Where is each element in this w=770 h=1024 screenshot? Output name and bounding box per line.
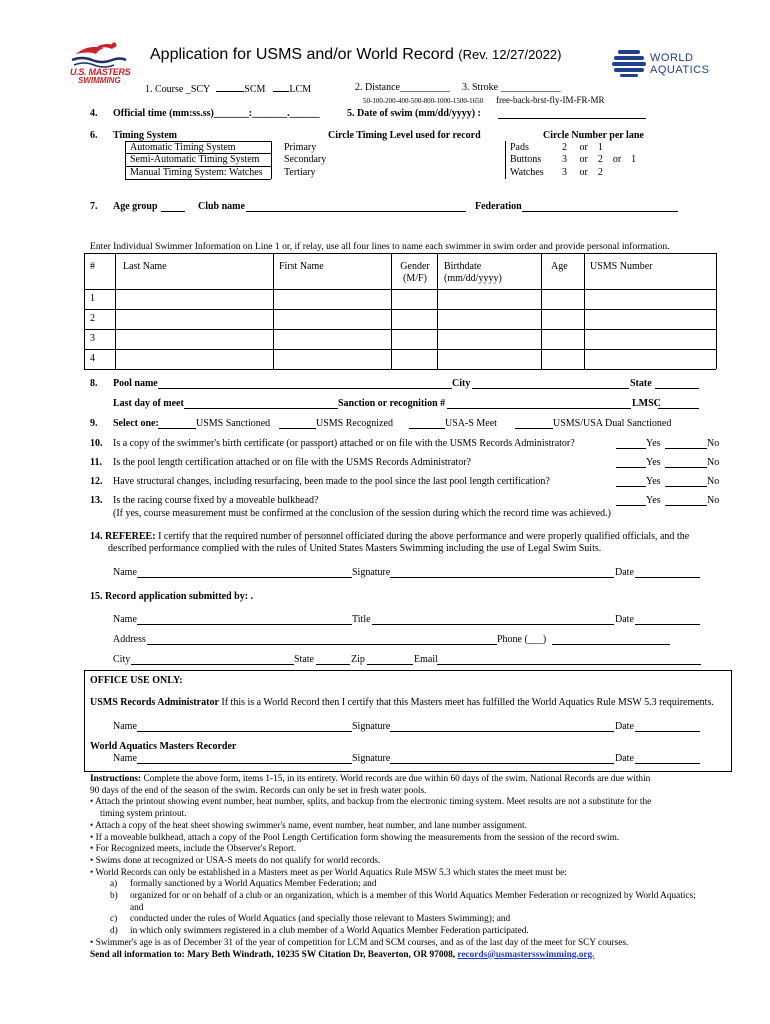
timing-item-manual: Manual Timing System: Watches (130, 167, 263, 178)
table-row[interactable]: 1 (90, 293, 95, 304)
submitter-city-line[interactable] (131, 664, 294, 665)
phone-line[interactable] (552, 644, 670, 645)
submitter-city-label: City (113, 654, 131, 665)
usms-logo-text-2: SWIMMING (78, 76, 121, 85)
submitter-zip-label: Zip (351, 654, 365, 665)
recorder-label: World Aquatics Masters Recorder (90, 741, 237, 752)
sub-item: a) formally sanctioned by a World Aquatics Member Federation; and (110, 879, 377, 890)
usms-logo-text: U.S. MASTERS (70, 67, 131, 77)
question-11-text: Is the pool length certification attached or on file with the USMS Records Administrator? (113, 457, 471, 468)
admin-name-line[interactable] (137, 731, 352, 732)
referee-statement: 14. REFEREE: I certify that the required number of personnel officiated during the above performance and were properly qualified officials, and the (90, 531, 690, 542)
swimmer-intro: Enter Individual Swimmer Information on Line 1 or, if relay, use all four lines to name each swimmer in swim order and provide personal information. (90, 241, 670, 252)
city-label: City (452, 378, 471, 389)
submitter-title-line[interactable] (372, 624, 614, 625)
distances-list: 50-100-200-400-500-800-1000-1500-1650 (363, 97, 484, 105)
sanction-line[interactable] (447, 408, 631, 409)
bullet-item: • Swims done at recognized or USA-S meets do not qualify for world records. (90, 855, 381, 866)
referee-signature-line[interactable] (390, 577, 614, 578)
sub-item: d) in which only swimmers registered in a club member of a World Aquatics Member Federation participated. (110, 926, 529, 937)
strokes-list: free-back-brst-fly-IM-FR-MR (496, 95, 605, 105)
age-group-label: Age group (113, 201, 158, 212)
club-name-label: Club name (198, 201, 245, 212)
referee-statement-line-2: described performance complied with the rules of United States Masters Swimming including the use of Legal Swim Suits. (108, 543, 602, 554)
records-admin-statement: USMS Records Administrator If this is a World Record then I certify that this Masters meet has fulfilled the World Aquatics Rule MSW 5.3 requirements. (90, 697, 714, 708)
submitter-state-label: State (294, 654, 314, 665)
q11-no-label[interactable]: No (707, 457, 720, 468)
admin-signature-label: Signature (352, 721, 391, 732)
sub-item: b) organized for or on behalf of a club or an organization, which is a member of this World Aquatics Member Federation or recognized by World Aquatics; (110, 891, 696, 902)
col-header-gender: Gender (M/F) (400, 261, 430, 284)
admin-date-line[interactable] (635, 731, 700, 732)
last-day-line[interactable] (184, 408, 338, 409)
federation-label: Federation (475, 201, 522, 212)
lane-row-watches-values[interactable]: 3 or 2 (562, 167, 603, 178)
stroke-field[interactable]: 3. Stroke ____________ (462, 82, 561, 93)
col-header-first-name: First Name (279, 261, 324, 272)
referee-name-line[interactable] (137, 577, 352, 578)
submitter-date-label: Date (615, 614, 634, 625)
pool-name-line[interactable] (158, 388, 452, 389)
official-time-field[interactable]: Official time (mm:ss.ss)_______:_______.______ (113, 108, 320, 119)
sanction-label: Sanction or recognition # (338, 398, 446, 409)
address-line[interactable] (147, 644, 497, 645)
q13-yes-label[interactable]: Yes (646, 495, 661, 506)
instructions-intro-2: 90 days of the end of the season of the swim. Records can only be set in fresh water pools. (90, 785, 427, 796)
referee-date-line[interactable] (635, 577, 700, 578)
level-primary[interactable]: Primary (284, 142, 317, 153)
question-10-text: Is a copy of the swimmer's birth certificate (or passport) attached or on file with the USMS Records Administrator? (113, 438, 575, 449)
option-usa-s-meet[interactable]: USA-S Meet (445, 418, 497, 429)
referee-date-label: Date (615, 567, 634, 578)
option-usms-recognized[interactable]: USMS Recognized (316, 418, 393, 429)
q13-no-line[interactable] (665, 505, 707, 506)
item-number-4: 4. (90, 108, 98, 119)
lane-number-title: Circle Number per lane (543, 130, 644, 141)
q13-no-label[interactable]: No (707, 495, 720, 506)
recorder-name-line[interactable] (137, 763, 352, 764)
item-number-6: 6. (90, 130, 98, 141)
item-number-8: 8. (90, 378, 98, 389)
timing-system-title: Timing System (113, 130, 177, 141)
level-secondary[interactable]: Secondary (284, 154, 327, 165)
lane-row-watches-label: Watches (510, 167, 544, 178)
instructions (90, 774, 730, 961)
admin-name-label: Name (113, 721, 137, 732)
timing-level-title: Circle Timing Level used for record (328, 130, 481, 141)
item-number-11: 11. (90, 457, 102, 468)
last-day-label: Last day of meet (113, 398, 184, 409)
q10-yes-label[interactable]: Yes (646, 438, 661, 449)
bullet-item: • If a moveable bulkhead, attach a copy of the Pool Length Certification form showing the measurements from the session of the record swim. (90, 832, 620, 843)
sub-item: c) conducted under the rules of World Aquatics (and specially those relevant to Masters Swimming); and (110, 914, 511, 925)
wa-logo-text-2: AQUATICS (650, 64, 710, 76)
lmsc-label: LMSC (632, 398, 661, 409)
select-one-label: Select one: (113, 418, 159, 429)
age-group-line[interactable] (161, 211, 185, 212)
date-of-swim-label: 5. Date of swim (mm/dd/yyyy) : (347, 108, 481, 119)
sub-item: and (130, 902, 144, 913)
bullet-item: • Attach a copy of the heat sheet showing swimmer's name, event number, heat number, and lane number assignment. (90, 820, 527, 831)
submitted-by-label: 15. Record application submitted by: . (90, 591, 254, 602)
city-line[interactable] (472, 388, 629, 389)
question-13-note: (If yes, course measurement must be confirmed at the conclusion of the session during which the record time was achieved.) (113, 508, 611, 519)
club-name-line[interactable] (246, 211, 466, 212)
address-label: Address (113, 634, 146, 645)
q11-no-line[interactable] (665, 467, 707, 468)
date-of-swim-line[interactable] (498, 118, 646, 119)
submitter-title-label: Title (352, 614, 371, 625)
item-number-10: 10. (90, 438, 103, 449)
bullet-item: • Attach the printout showing event number, heat number, splits, and backup from the electronic timing system. Meet results are not a substitute for the (90, 797, 652, 808)
bullet-item-continued: timing system printout. (100, 809, 187, 820)
col-header-birthdate: Birthdate (mm/dd/yyyy) (444, 261, 502, 284)
admin-date-label: Date (615, 721, 634, 732)
lmsc-line[interactable] (658, 408, 699, 409)
phone-label: Phone (___) (497, 634, 547, 645)
admin-signature-line[interactable] (390, 731, 614, 732)
bullet-item: • For Recognized meets, include the Observer's Report. (90, 844, 297, 855)
submitter-zip-line[interactable] (367, 664, 413, 665)
recorder-signature-label: Signature (352, 753, 391, 764)
option-usms-sanctioned[interactable]: USMS Sanctioned (196, 418, 271, 429)
referee-signature-label: Signature (352, 567, 391, 578)
q13-yes-line[interactable] (616, 505, 646, 506)
item-number-12: 12. (90, 476, 103, 487)
option-line-usms-recognized[interactable] (279, 428, 316, 429)
table-row[interactable]: 2 (90, 313, 95, 324)
table-row[interactable]: 4 (90, 353, 95, 364)
q11-yes-line[interactable] (616, 467, 646, 468)
item-number-9: 9. (90, 418, 98, 429)
state-label: State (630, 378, 652, 389)
item-number-7: 7. (90, 201, 98, 212)
q10-no-line[interactable] (665, 448, 707, 449)
lane-row-pads-label: Pads (510, 142, 529, 153)
submitter-date-line[interactable] (635, 624, 700, 625)
q12-no-label[interactable]: No (707, 476, 720, 487)
col-header-number: # (90, 261, 95, 272)
records-email-link[interactable]: records@usmastersswimming.org. (457, 949, 595, 960)
referee-name-label: Name (113, 567, 137, 578)
option-line-usms-sanctioned[interactable] (158, 428, 196, 429)
question-12-text: Have structural changes, including resurfacing, been made to the pool since the last pool length certification? (113, 476, 550, 487)
distance-field[interactable]: 2. Distance__________ (355, 82, 450, 93)
lane-row-buttons-label: Buttons (510, 154, 542, 165)
q10-no-label[interactable]: No (707, 438, 720, 449)
federation-line[interactable] (522, 211, 678, 212)
office-use-title: OFFICE USE ONLY: (90, 675, 183, 686)
recorder-signature-line[interactable] (390, 763, 614, 764)
page-title: Application for USMS and/or World Record (Rev. 12/27/2022) (150, 46, 562, 63)
option-line-usa-s-meet[interactable] (409, 428, 445, 429)
recorder-name-label: Name (113, 753, 137, 764)
lane-row-pads-values[interactable]: 2 or 1 (562, 142, 603, 153)
level-tertiary[interactable]: Tertiary (284, 167, 316, 178)
recorder-date-line[interactable] (635, 763, 700, 764)
submitter-email-label: Email (414, 654, 438, 665)
q11-yes-label[interactable]: Yes (646, 457, 661, 468)
bullet-item: • Swimmer's age is as of December 31 of the year of competition for LCM and SCM courses, and as of the last day of the meet for SCY courses. (90, 937, 629, 948)
timing-item-semi-automatic: Semi-Automatic Timing System (130, 154, 260, 165)
col-header-last-name: Last Name (123, 261, 167, 272)
col-header-age: Age (551, 261, 568, 272)
world-aquatics-logo (612, 48, 720, 78)
q12-no-line[interactable] (665, 486, 707, 487)
q10-yes-line[interactable] (616, 448, 646, 449)
submitter-email-line[interactable] (437, 664, 701, 665)
bullet-item: • World Records can only be established in a Masters meet as per World Aquatics Rule MSW 5.3 which states the meet must be: (90, 867, 567, 878)
submitter-name-label: Name (113, 614, 137, 625)
option-dual-sanctioned[interactable]: USMS/USA Dual Sanctioned (553, 418, 672, 429)
q12-yes-label[interactable]: Yes (646, 476, 661, 487)
col-header-usms-number: USMS Number (590, 261, 653, 272)
pool-name-label: Pool name (113, 378, 158, 389)
q12-yes-line[interactable] (616, 486, 646, 487)
send-to-line: Send all information to: Mary Beth Windrath, 10235 SW Citation Dr, Beaverton, OR 97008, records@usmastersswimming.org. (90, 949, 595, 960)
instructions-intro: Instructions: Complete the above form, items 1-15, in its entirety. World records are due within 60 days of the swim. National Records are due within (90, 774, 651, 784)
lane-row-buttons-values[interactable]: 3 or 2 or 1 (562, 154, 637, 165)
submitter-state-line[interactable] (316, 664, 350, 665)
usms-logo (68, 40, 130, 86)
recorder-date-label: Date (615, 753, 634, 764)
state-line[interactable] (655, 388, 699, 389)
table-row[interactable]: 3 (90, 333, 95, 344)
wa-logo-text-1: WORLD (650, 52, 694, 64)
course-field[interactable]: 1. Course _SCY SCM LCM (145, 84, 312, 95)
item-number-13: 13. (90, 495, 103, 506)
option-line-dual-sanctioned[interactable] (515, 428, 553, 429)
timing-item-automatic: Automatic Timing System (130, 142, 236, 153)
submitter-name-line[interactable] (137, 624, 352, 625)
question-13-text: Is the racing course fixed by a moveable bulkhead? (113, 495, 319, 506)
